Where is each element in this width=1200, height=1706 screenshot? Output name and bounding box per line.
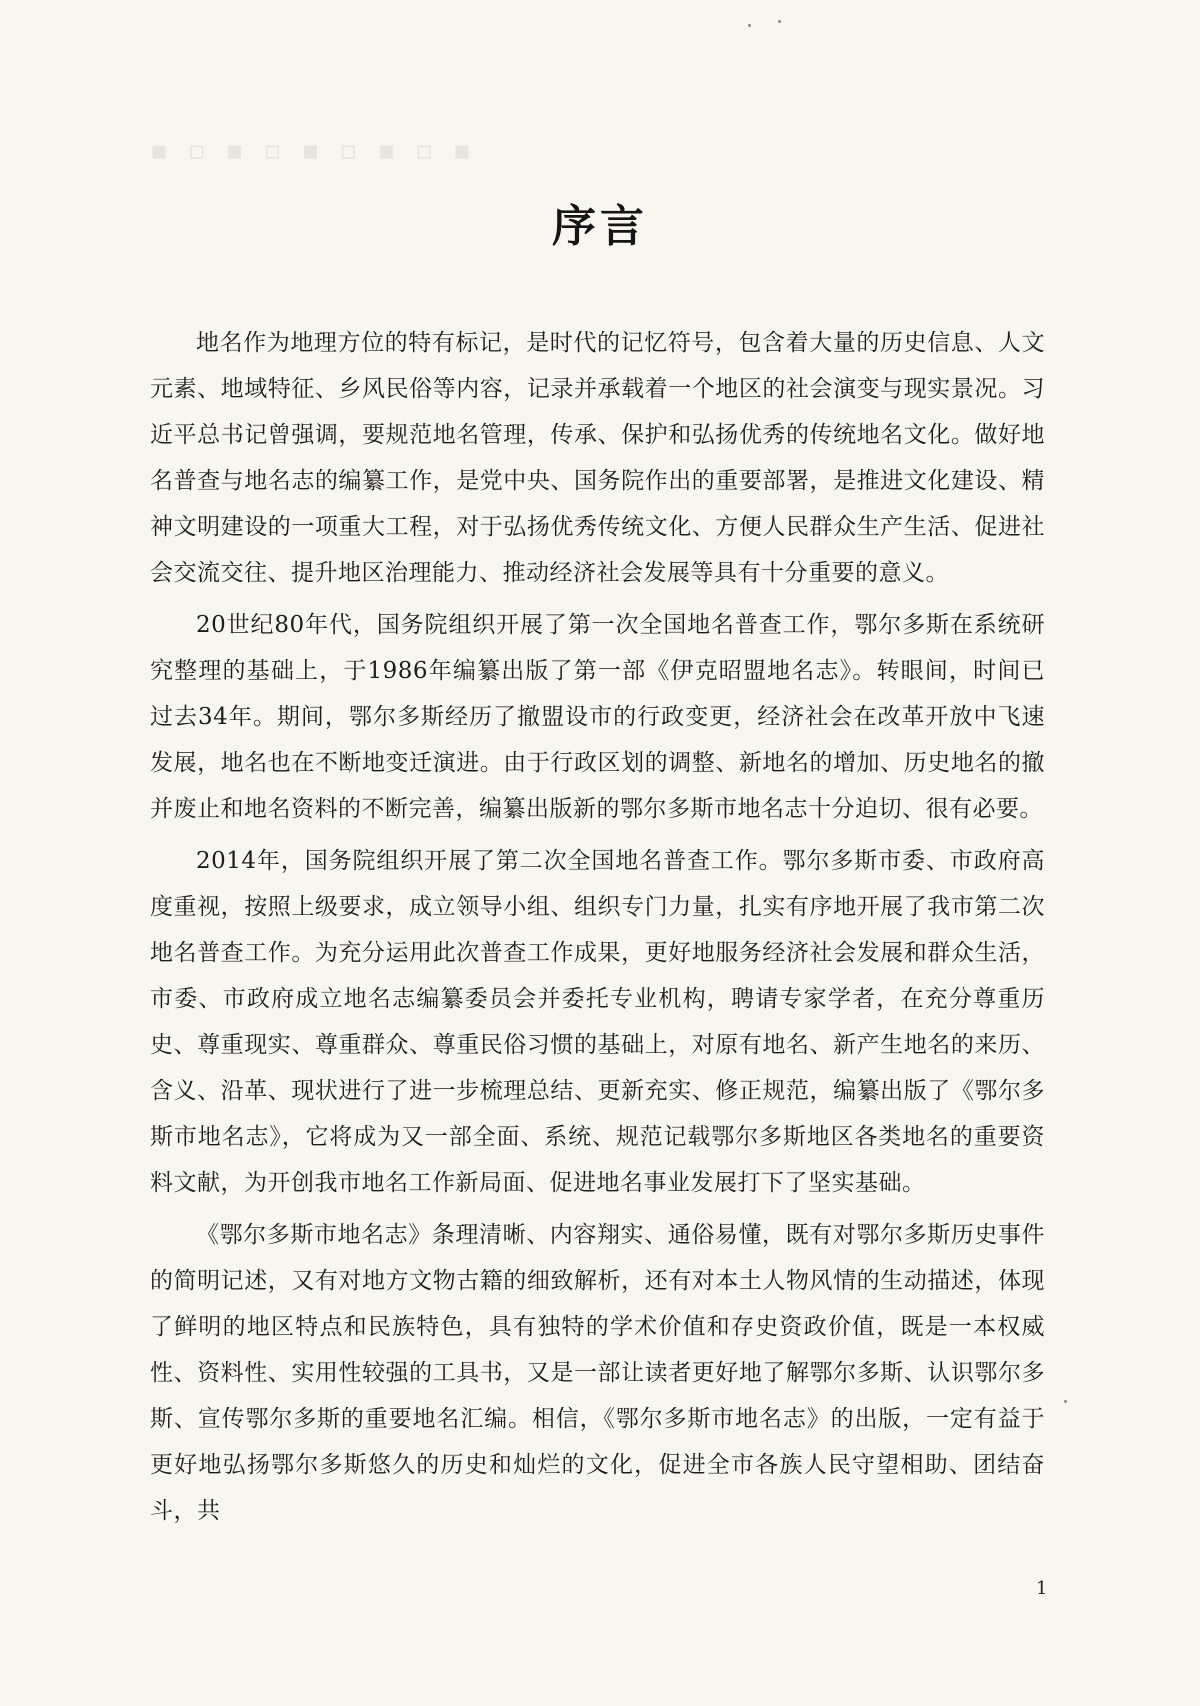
paragraph: 《鄂尔多斯市地名志》条理清晰、内容翔实、通俗易懂，既有对鄂尔多斯历史事件的简明记述，又有对地方文物古籍的细致解析，还有对本土人物风情的生动描述，体现了鲜明的地区特点和民族特色，具有独特的学术价值和存史资政价值，既是一本权威性、资料性、实用性较强的工具书，又是一部让读者更好地了解鄂尔多斯、认识鄂尔多斯、宣传鄂尔多斯的重要地名汇编。相信，《鄂尔多斯市地名志》的出版，一定有益于更好地弘扬鄂尔多斯悠久的历史和灿烂的文化，促进全市各族人民守望相助、团结奋斗，共 (150, 1222, 1045, 1524)
page-title: 序言 (552, 201, 648, 252)
scan-speck (778, 20, 781, 23)
page-number: 1 (1036, 1578, 1048, 1599)
paragraph: 2014年，国务院组织开展了第二次全国地名普查工作。鄂尔多斯市委、市政府高度重视，按照上级要求，成立领导小组、组织专门力量，扎实有序地开展了我市第二次地名普查工作。为充分运用此次普查工作成果，更好地服务经济社会发展和群众生活，市委、市政府成立地名志编纂委员会并委托专业机构，聘请专家学者，在充分尊重历史、尊重现实、尊重群众、尊重民俗习惯的基础上，对原有地名、新产生地名的来历、含义、沿革、现状进行了进一步梳理总结、更新充实、修正规范，编纂出版了《鄂尔多斯市地名志》，它将成为又一部全面、系统、规范记载鄂尔多斯地区各类地名的重要资料文献，为开创我市地名工作新局面、促进地名事业发展打下了坚实基础。 (150, 848, 1045, 1196)
paragraph: 地名作为地理方位的特有标记，是时代的记忆符号，包含着大量的历史信息、人文元素、地域特征、乡风民俗等内容，记录并承载着一个地区的社会演变与现实景况。习近平总书记曾强调，要规范地名管理，传承、保护和弘扬优秀的传统地名文化。做好地名普查与地名志的编纂工作，是党中央、国务院作出的重要部署，是推进文化建设、精神文明建设的一项重大工程，对于弘扬优秀传统文化、方便人民群众生产生活、促进社会交流交往、提升地区治理能力、推动经济社会发展等具有十分重要的意义。 (150, 330, 1045, 586)
paragraph: 20世纪80年代，国务院组织开展了第一次全国地名普查工作，鄂尔多斯在系统研究整理的基础上，于1986年编纂出版了第一部《伊克昭盟地名志》。转眼间，时间已过去34年。期间，鄂尔多斯经历了撤盟设市的行政变更，经济社会在改革开放中飞速发展，地名也在不断地变迁演进。由于行政区划的调整、新地名的增加、历史地名的撤并废止和地名资料的不断完善，编纂出版新的鄂尔多斯市地名志十分迫切、很有必要。 (150, 612, 1045, 822)
scan-speck (1064, 1400, 1067, 1403)
body-text (150, 320, 1045, 1540)
bleed-through-texture: ▪ ▫ ▪ ▫ ▪ ▫ ▪ ▫ ▪ (150, 136, 477, 166)
scan-speck (748, 24, 751, 27)
